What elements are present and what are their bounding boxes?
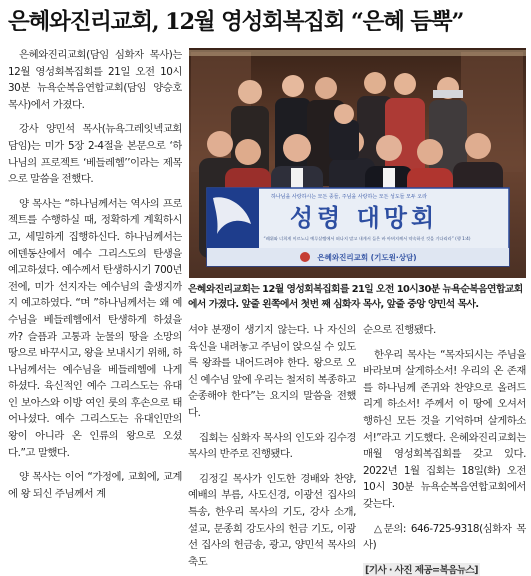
banner-church: 은혜와진리교회 (기도원·상담) xyxy=(317,253,417,262)
article-photo xyxy=(189,48,526,278)
event-banner xyxy=(207,188,509,266)
paragraph: 셔야 분쟁이 생기지 않는다. 나 자신의 육신을 내려놓고 주님이 앉으실 수 있도록 왕좌를 내어드려야 한다. 왕으로 오신 예수님 앞에 우리는 철저히 복종하고 순종해야 한다”는 요지의 말씀을 전했다. xyxy=(188,324,356,419)
headline: 은혜와진리교회, 12월 영성회복집회 “은혜 듬뿍” xyxy=(8,9,464,35)
banner-title: 성령 대망회 xyxy=(289,204,439,232)
contact-info: △문의: 646-725-9318(심화자 목사) xyxy=(363,522,526,552)
paragraph: 양 목사는 “하나님께서는 역사의 프로젝트를 수행하실 때, 정확하게 계획하시고, 세밀하게 집행하신다. 하나님께서는 에덴동산에서 예수 그리스도의 탄생을 예고하셨다. 예수께서 탄생하시기 700년 전에, 미가 선지자는 예수님의 출생지까지 예고하였다. “며 ”하나님께서는 왜 예수님을 베들레헴에서 탄생하게 하셨을까? 슬픔과 고통과 눈물의 땅을 소망의 땅으로 바꾸시고, 왕을 보내시기 위해, 하나님께서는 예수님을 베들레헴에 나게 하셨다. 육신적인 예수 그리스도는 유대인 보아스와 이방 여인 룻의 후손으로 태어나셨다. 예수 그리스도는 유대인만의 왕이 아니라 온 인류의 왕으로 오셨다.”고 말했다. xyxy=(8,197,182,459)
article-column-1 xyxy=(8,47,182,576)
photo-caption: 은혜와진리교회는 12월 영성회복집회를 21일 오전 10시30분 뉴욕순복음연합교회에서 가졌다. 앞줄 왼쪽에서 첫번 째 심화자 목사, 앞줄 중앙 양민석 목사. xyxy=(188,284,523,310)
paragraph: 집회는 심화자 목사의 인도와 김수경 목사의 반주로 진행됐다. xyxy=(188,431,356,461)
article-column-2 xyxy=(188,322,356,576)
banner-verse: “레위와 너희게 이르노니 예루살렘에서 떠나지 말고 내게서 들은 바 아버지께서 약속하신 것을 기다리라” (행 1:4) xyxy=(263,236,471,241)
paragraph: 한우리 목사는 “목자되시는 주님을 바라보며 살게하소서! 우리의 온 존재를 하나님께 존귀와 찬양으로 올려드리게 하소서! 주께서 이 땅에 오셔서 행하신 모든 것을 기억하며 살게하소서!”라고 기도했다. 은혜와진리교회는 매월 영성회복집회를 갖고 있다. 2022년 1월 집회는 18일(화) 오전 10시 30분 뉴욕순복음연합교회에서 갖는다. xyxy=(363,348,526,510)
paragraph: 김정길 목사가 인도한 경배와 찬양, 예배의 부름, 사도신경, 이광선 집사의 특송, 한우리 목사의 기도, 강사 소개, 설교, 문종희 강도사의 헌금 기도, 이광선 집사의 헌금송, 광고, 양민석 목사의 축도 xyxy=(188,472,356,568)
paragraph: 강사 양민석 목사(뉴욕그레잇넥교회 담임)는 미가 5장 2-4절을 본문으로 ‘하나님의 프로젝트 ‘베들레헴’’이라는 제목으로 말씀을 전했다. xyxy=(8,123,182,186)
article-column-3 xyxy=(363,322,526,576)
paragraph: 은혜와진리교회(담임 심화자 목사)는 12월 영성회복집회를 21일 오전 10시30분 뉴욕순복음연합교회(담임 양승호 목사)에서 가졌다. xyxy=(8,49,182,111)
paragraph: 순으로 진행됐다. xyxy=(363,324,436,336)
banner-subtitle: 하나님을 사랑하시는 모든 종들, 주님을 사랑하는 모든 성도들 모두 오라 xyxy=(271,194,427,200)
photo-credit: [기사 · 사진 제공=복음뉴스] xyxy=(365,564,478,576)
paragraph: 양 목사는 이어 “가정에, 교회에, 교계에 왕 되신 주님께서 계 xyxy=(8,471,182,500)
